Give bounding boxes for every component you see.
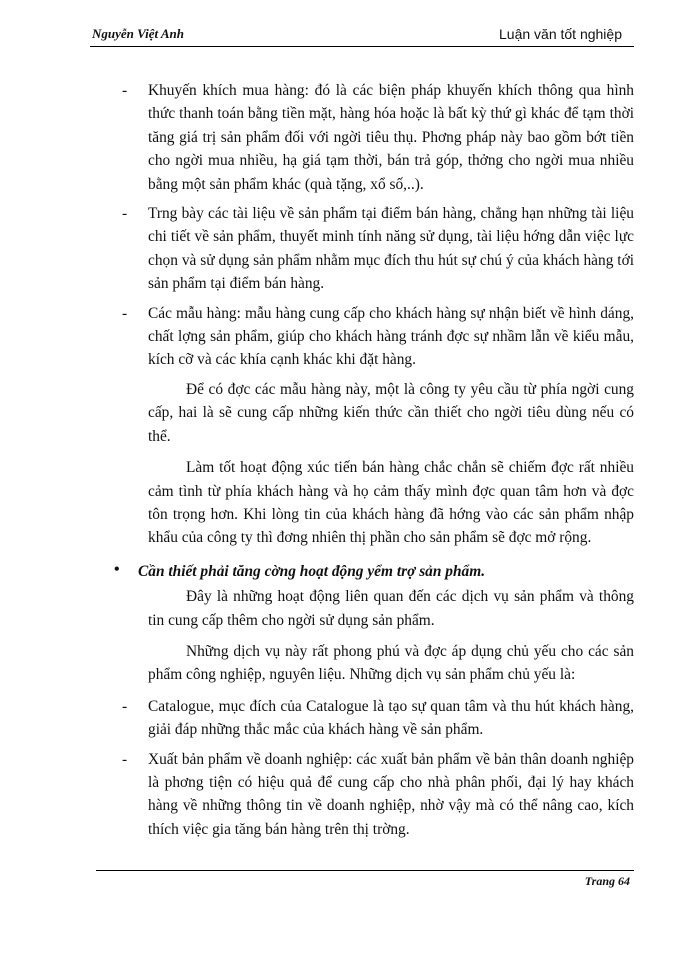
paragraph: Để có đợc các mẫu hàng này, một là công ty yêu cầu từ phía ngời cung cấp, hai là sẽ cung cấp những kiến thức cần thiết cho ngời tiêu dùng nếu có thể. <box>148 380 634 445</box>
list-item <box>118 302 634 372</box>
list-item-text: Xuất bản phẩm về doanh nghiệp: các xuất bản phẩm về bản thân doanh nghiệp là phơng tiện có hiệu quả để cung cấp cho nhà phân phối, đại lý hay khách hàng về những thông tin về doanh nghiệp, nhờ vậy mà có thể nâng cao, kích thích việc gia tăng bán hàng trên thị trờng. <box>148 750 634 838</box>
paragraph: Làm tốt hoạt động xúc tiến bán hàng chắc chắn sẽ chiếm đợc rất nhiều cảm tình từ phía khách hàng và họ cảm thấy mình đợc quan tâm hơn và đợc tôn trọng hơn. Khi lòng tin của khách hàng đã hớng vào các sản phẩm nhập khẩu của công ty thì đơng nhiên thị phần cho sản phẩm sẽ đợc mở rộng. <box>148 459 634 547</box>
header-title: Luận văn tốt nghiệp <box>499 26 622 42</box>
list-item <box>118 202 634 296</box>
header-rule <box>90 46 634 47</box>
list-item-text: Khuyến khích mua hàng: đó là các biện pháp khuyến khích thông qua hình thức thanh toán bằng tiền mặt, hàng hóa hoặc là bất kỳ thứ gì khác để tạm thời tăng giá trị sản phẩm đối với ngời tiêu thụ. Phơng pháp này bao gồm bớt tiền cho ngời mua nhiều, hạ giá tạm thời, bán trả góp, thởng cho ngời mua nhiều bằng một sản phẩm khác (quà tặng, xổ số,..). <box>148 82 634 193</box>
section-heading-text: Cần thiết phải tăng cờng hoạt động yểm trợ sản phẩm. <box>138 562 486 580</box>
list-item <box>118 79 634 196</box>
list-dash: - <box>122 697 128 715</box>
bullet-dot: • <box>114 560 120 578</box>
list-item <box>118 748 634 842</box>
list-dash: - <box>122 304 128 322</box>
header-author: Nguyễn Việt Anh <box>92 26 184 41</box>
list-item <box>118 695 634 742</box>
section-heading <box>114 560 634 583</box>
list-item-text: Trng bày các tài liệu về sản phẩm tại điểm bán hàng, chẳng hạn những tài liệu chi tiết về sản phẩm, thuyết minh tính năng sử dụng, tài liệu hớng dẫn việc lực chọn và sử dụng sản phẩm nhằm mục đích thu hút sự chú ý của khách hàng tới sản phẩm tại điểm bán hàng. <box>148 205 634 293</box>
document-body <box>114 79 634 847</box>
paragraph: Những dịch vụ này rất phong phú và đợc áp dụng chủ yếu cho các sản phẩm công nghiệp, nguyên liệu. Những dịch vụ sản phẩm chủ yếu là: <box>148 642 634 684</box>
list-item-text: Catalogue, mục đích của Catalogue là tạo sự quan tâm và thu hút khách hàng, giải đáp những thắc mắc của khách hàng về sản phẩm. <box>148 697 634 739</box>
list-dash: - <box>122 750 128 768</box>
list-dash: - <box>122 205 128 223</box>
paragraph: Đây là những hoạt động liên quan đến các dịch vụ sản phẩm và thông tin cung cấp thêm cho ngời sử dụng sản phẩm. <box>148 588 634 629</box>
page-number: Trang 64 <box>584 874 630 888</box>
list-dash: - <box>122 82 128 99</box>
footer-rule <box>96 870 634 871</box>
list-item-text: Các mẫu hàng: mẫu hàng cung cấp cho khách hàng sự nhận biết về hình dáng, chất lợng sản phẩm, giúp cho khách hàng tránh đợc sự nhầm lẫn về kiểu mẫu, kích cỡ và các khía cạnh khác khi đặt hàng. <box>148 304 634 369</box>
